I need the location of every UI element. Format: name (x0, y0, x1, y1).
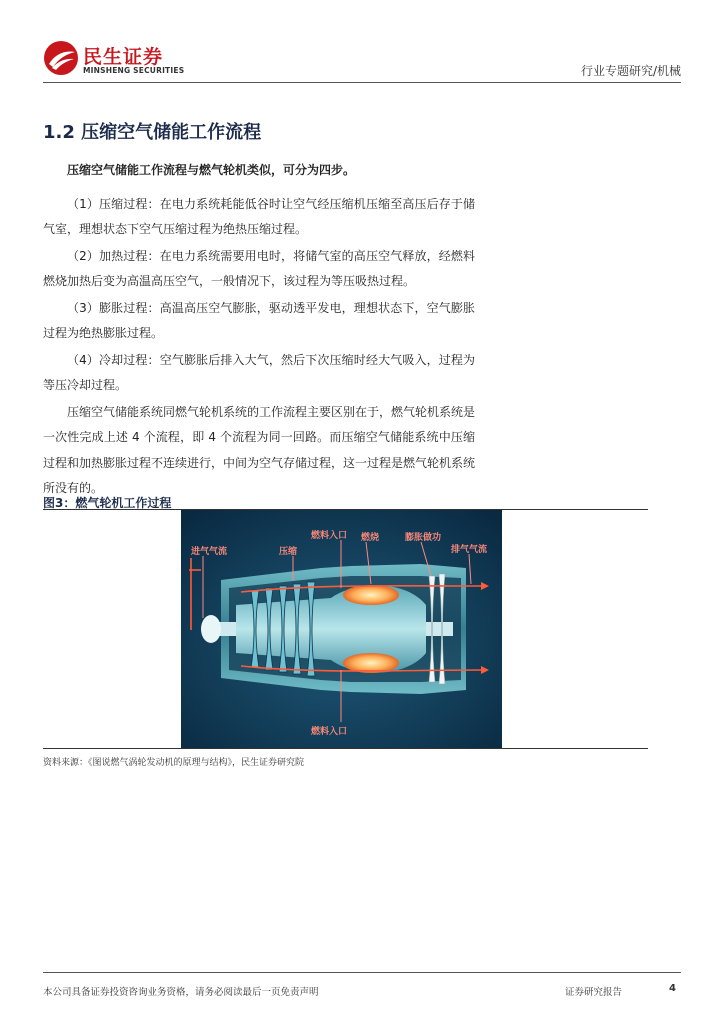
label-exhaust-flow: 排气气流 (451, 545, 488, 555)
figure-source: 资料来源：《图说燃气涡轮发动机的原理与结构》，民生证券研究院 (43, 758, 305, 768)
body-text (43, 158, 475, 503)
footer-report-type: 证券研究报告 (565, 987, 623, 998)
page-number: 4 (669, 983, 676, 994)
logo-text-cn: 民生证券 (83, 46, 164, 68)
section-title: 1.2 压缩空气储能工作流程 (43, 122, 262, 143)
paragraph-step-3: （3）膨胀过程：高温高压空气膨胀，驱动透平发电，理想状态下，空气膨胀过程为绝热膨胀过程。 (43, 300, 475, 340)
footer-disclaimer: 本公司具备证券投资咨询业务资格，请务必阅读最后一页免责声明 (43, 987, 319, 998)
logo-text-en: MINSHENG SECURITIES (83, 66, 185, 75)
paragraph-step-1: （1）压缩过程：在电力系统耗能低谷时让空气经压缩机压缩至高压后存于储气室，理想状态下空气压缩过程为绝热压缩过程。 (43, 196, 475, 236)
figure-bottom-rule (43, 748, 648, 749)
figure-caption: 图3：燃气轮机工作过程 (43, 496, 172, 510)
report-category: 行业专题研究/机械 (580, 64, 681, 78)
minsheng-logo-icon (43, 40, 79, 76)
label-fuel-inlet-bottom: 燃料入口 (311, 727, 348, 737)
paragraph-comparison: 压缩空气储能系统同燃气轮机系统的工作流程主要区别在于，燃气轮机系统是一次性完成上述 4 个流程，即 4 个流程为同一回路。而压缩空气储能系统中压缩过程和加热膨胀过程不连续进行，中间为空气存储过程，这一过程是燃气轮机系统所没有的。 (43, 404, 476, 495)
paragraph-intro: 压缩空气储能工作流程与燃气轮机类似，可分为四步。 (67, 163, 356, 177)
label-fuel-inlet-top: 燃料入口 (311, 531, 348, 541)
paragraph-step-2: （2）加热过程：在电力系统需要用电时，将储气室的高压空气释放，经燃料燃烧加热后变为高温高压空气，一般情况下，该过程为等压吸热过程。 (43, 248, 475, 288)
gas-turbine-diagram (181, 510, 502, 748)
label-expansion: 膨胀做功 (405, 533, 442, 543)
label-compression: 压缩 (279, 547, 298, 557)
footer-divider (43, 972, 681, 973)
label-combustion: 燃烧 (361, 533, 380, 543)
paragraph-step-4: （4）冷却过程：空气膨胀后排入大气，然后下次压缩时经大气吸入，过程为等压冷却过程。 (43, 352, 475, 392)
label-intake-flow: 进气气流 (191, 547, 228, 557)
company-logo (43, 40, 183, 78)
header-divider (43, 82, 681, 83)
